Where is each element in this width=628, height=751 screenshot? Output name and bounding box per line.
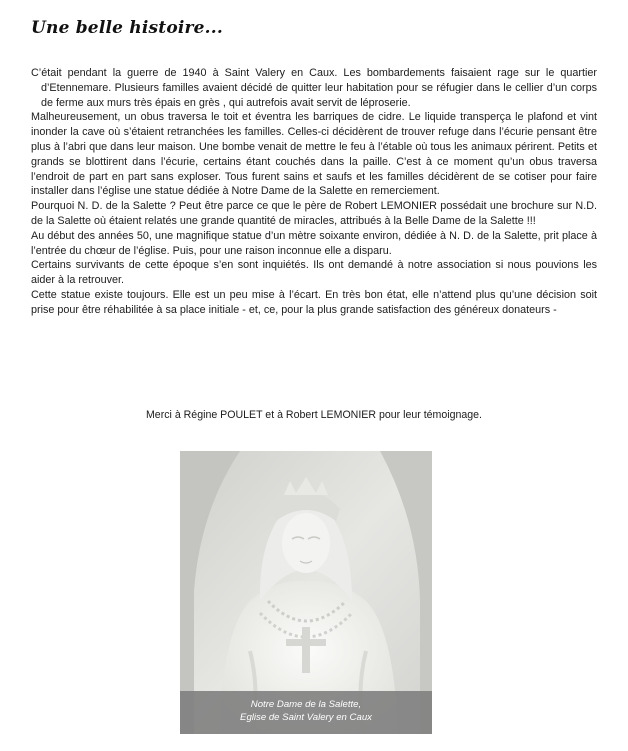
story-text	[31, 66, 597, 318]
statue-photo	[180, 451, 432, 734]
page-title: Une belle histoire...	[31, 18, 224, 38]
story-paragraph: C’était pendant la guerre de 1940 à Saint Valery en Caux. Les bombardements faisaient rage sur le quartier d’Etennemare. Plusieurs familles avaient décidé de quitter leur habitation pour se réfugier dans le cellier d’un corps de ferme aux murs très épais en grès , qui autrefois avait servit de léproserie.	[31, 67, 597, 109]
story-paragraph: Malheureusement, un obus traversa le toit et éventra les barriques de cidre. Le liquide transperça le plafond et vint inonder la cave où s’étaient retranchées les familles. Celles-ci décidèrent de trouver refuge dans l’écurie pensant être plus à l’abri que dans leur maison. Une bombe venait de mettre le feu à l’étable où tous les animaux périrent. Petits et grands se blottirent dans l’écurie, certains étant couchés dans la paille. C’est à ce moment qu’un obus traversa l’endroit de part en part sans exploser. Tous furent sains et saufs et les familles décidèrent de se cotiser pour faire installer dans l’église une statue dédiée à Notre Dame de la Salette en remerciement.	[31, 111, 597, 198]
story-paragraph: Certains survivants de cette époque s’en sont inquiétés. Ils ont demandé à notre association si nous pouvions les aider à la retrouver.	[31, 259, 597, 287]
story-paragraph: Au début des années 50, une magnifique statue d’un mètre soixante environ, dédiée à N. D. de la Salette, prit place à l’entrée du chœur de l’église. Puis, pour une raison inconnue elle a disparu.	[31, 229, 597, 257]
photo-caption	[180, 691, 432, 734]
caption-line: Eglise de Saint Valery en Caux	[240, 712, 372, 723]
story-paragraph: Cette statue existe toujours. Elle est un peu mise à l’écart. En très bon état, elle n’attend plus qu’une décision soit prise pour être réhabilitée à sa place initiale - et, ce, pour la plus grande satisfaction des généreux donateurs -	[31, 288, 597, 316]
story-paragraph: Pourquoi N. D. de la Salette ? Peut être parce ce que le père de Robert LEMONIER possédait une brochure sur N.D. de la Salette où étaient relatés une grande quantité de miracles, attribués à la Belle Dame de la Salette !!!	[31, 200, 597, 227]
caption-line: Notre Dame de la Salette,	[250, 699, 362, 710]
acknowledgement: Merci à Régine POULET et à Robert LEMONIER pour leur témoignage.	[145, 409, 482, 421]
